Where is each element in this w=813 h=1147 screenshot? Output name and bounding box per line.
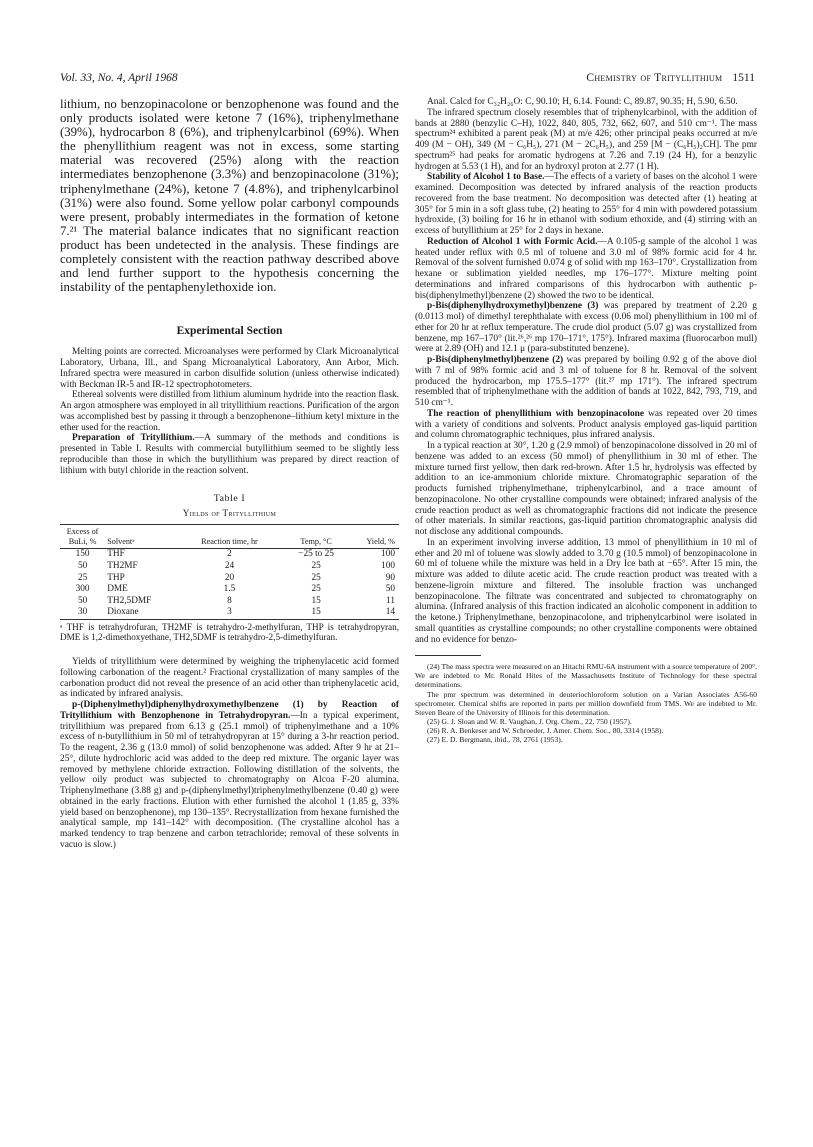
table-cell: THF <box>107 549 125 560</box>
table-cell: 25 <box>77 572 88 583</box>
table-cell: 8 <box>227 595 232 606</box>
table-row <box>60 573 399 585</box>
paragraph-body: —A 0.105-g sample of the alcohol 1 was heated under reflux with 0.5 ml of toluene and 3.0 ml of 98% formic acid for 4 hr. Removal of the solvent furnished 0.074 g of solid with mp 163–170°. Crystallization from hexane or sublimation yielded needles, mp 176–177°. Mixture melting point determinations and infrared comparisons of this hydrocarbon with authentic p-bis(diphenylmethyl)benzene (2) showed the two to be identical. <box>415 236 758 301</box>
table-header-cell: Reaction time, hr <box>188 525 271 549</box>
table-footnote: ᵃ THF is tetrahydrofuran, TH2MF is tetrahydro-2-methylfuran, THP is tetrahydropyran, DME is 1,2-dimethoxyethane, TH2,5DMF is tetrahydro-2,5-dimethylfuran. <box>60 621 399 643</box>
paragraph-typical-reaction: In a typical reaction at 30°, 1.20 g (2.9 mmol) of benzopinacolone dissolved in 20 ml of benzene was added to an excess (50 mmol) of phenyllithium in 30 ml of ether. The mixture turned first yellow, then dark red-brown. After 1.5 hr, hydrolysis was effected by addition to an ice-ammonium chloride mixture. Chromatographic separation of the products furnished triphenylmethane, triphenylcarbinol, and a trace amount of benzopinacolone. No other crystalline compounds were obtained; infrared analysis of the crude reaction product as well as chromatographic fractions did not indicate the presence of other materials. In similar reactions, gas-liquid partition chromatographic analysis did not disclose any additional compounds. <box>415 441 757 537</box>
table-cell: 25 <box>311 560 321 571</box>
table-cell: 2 <box>227 549 232 560</box>
run-in-heading: Reduction of Alcohol 1 with Formic Acid. <box>427 236 598 247</box>
paragraph-diol <box>415 301 757 355</box>
yields-table <box>60 524 399 620</box>
right-column <box>415 97 757 744</box>
paragraph-body: was repeated over 20 times with a variety of conditions and solvents. Product analysis employed gas-liquid partition and column chromatographic techniques, plus infrared analysis. <box>415 408 757 441</box>
paragraph-body: —A summary of the methods and conditions is presented in Table I. Results with commercial butyllithium seemed to be slightly less reproducible than those in which the butyllithium was prepared by direct reaction of lithium with butyl chloride in the reaction solvent. <box>60 433 399 476</box>
table-cell: 50 <box>385 584 395 595</box>
table-cell: THP <box>107 572 125 583</box>
paragraph-body: was prepared by treatment of 2.20 g (0.0113 mol) of dimethyl terephthalate with excess (0.06 mol) phenyllithium in 100 ml of ether for 20 hr at reflux temperature. The crude diol product (5.07 g) was crystallized from benzene, mp 167–170° (lit.²⁶,²⁶ mp 170–171°, 175°). Infrared maxima (fluorocarbon mull) were at 2.89 (OH) and 12.1 μ (para-substituted benzene). <box>415 301 757 355</box>
table-cell: Dioxane <box>105 607 188 619</box>
header-right <box>586 72 755 84</box>
run-in-heading: Stability of Alcohol 1 to Base. <box>427 172 545 183</box>
run-in-heading: p-Bis(diphenylmethyl)benzene (2) <box>427 355 564 365</box>
table-cell: 20 <box>224 572 235 583</box>
table-cell: 50 <box>77 560 88 571</box>
footnote: The pmr spectrum was determined in deuteriochloroform solution on a Varian Associates A56-60 spectrometer. Chemical shifts are reported in parts per million downfield from TMS. We are indebted to Mr. Steven Beare of the University of Illinois for this determination. <box>415 689 757 717</box>
table-header-cell: Excess of BuLi, % <box>60 525 105 549</box>
table-header-row <box>60 525 399 549</box>
running-title: Chemistry of Trityllithium <box>586 72 723 84</box>
table-cell: 15 <box>271 607 361 619</box>
table-row <box>60 596 399 608</box>
section-heading: Experimental Section <box>176 325 283 338</box>
table-caption: Table I <box>213 493 246 505</box>
paragraph-body: —The effects of a variety of bases on the alcohol 1 were examined. Decomposition was detected by infrared analysis of the reaction products recovered from the base treatment. No decomposition was detected after (1) heating at 305° for 5 min in a soft glass tube, (2) heating to 255° for 4 min with powdered potassium hydroxide, (3) boiling for 16 hr in ethanol with sodium ethoxide, and (4) stirring with an excess of butyllithium at 25° for 2 days in hexane. <box>415 172 757 236</box>
table-cell: DME <box>107 584 128 595</box>
table-cell: 15 <box>311 595 321 606</box>
footnote: (25) G. J. Sloan and W. R. Vaughan, J. Org. Chem., 22, 750 (1957). <box>427 716 632 726</box>
table-row <box>60 561 399 573</box>
paragraph-alcohol-1 <box>60 700 399 851</box>
table-cell: 300 <box>75 584 90 595</box>
paragraph-yields: Yields of trityllithium were determined by weighing the triphenylacetic acid formed following carbonation of the reagent.² Fractional crystallization of many samples of the carbonation product did not reveal the presence of an acid other than triphenylacetic acid, as indicated by infrared analysis. <box>60 657 399 700</box>
paragraph-inverse-addition: In an experiment involving inverse addition, 13 mmol of phenyllithium in 10 ml of ether and 20 ml of toluene was slowly added to 3.70 g (10.5 mmol) of benzopinacolone in 60 ml of toluene while the mixture was held in a Dry Ice bath at −65°. After 15 min, the mixture was added to dilute acetic acid. The crude reaction product was treated with a benzene-ligroin mixture and filtered. The insoluble fraction was unchanged benzopinacolone. The filtrate was concentrated and subjected to chromatography on alumina. (Infrared analysis of this fraction indicated an alcoholic component in addition to the ketone.) Triphenylmethane, benzopinacolone, and triphenylcarbinol were isolated in small quantities as crystalline compounds; no other crystalline components were obtained and no evidence for benzo- <box>415 537 757 645</box>
table-title: Yields of Trityllithium <box>182 508 277 519</box>
running-header <box>60 72 755 88</box>
footnote: (26) R. A. Benkeser and W. Schroeder, J. Amer. Chem. Soc., 80, 3314 (1958). <box>427 725 664 735</box>
footnote: (24) The mass spectra were measured on an Hitachi RMU-6A instrument with a source temperature of 200°. We are indebted to Mr. Ronald Hites of the Massachusetts Institute of Technology for these spectral determinations. <box>415 662 757 690</box>
table-row <box>60 549 399 561</box>
table-cell: 25 <box>311 572 321 583</box>
journal-citation: Vol. 33, No. 4, April 1968 <box>60 72 178 84</box>
paragraph-melting-points: Melting points are corrected. Microanalyses were performed by Clark Microanalytical Laboratory, Urbana, Ill., and Spang Microanalytical Laboratory, Ann Arbor, Mich. Infrared spectra were measured in carbon disulfide solution (unless otherwise indicated) with Beckman IR-5 and IR-12 spectrophotometers. <box>60 347 399 390</box>
footnotes <box>415 662 757 744</box>
run-in-heading: The reaction of phenyllithium with benzopinacolone <box>427 408 645 419</box>
table-cell: 150 <box>75 549 90 560</box>
table-cell: 50 <box>77 595 88 606</box>
intro-paragraph: lithium, no benzopinacolone or benzophenone was found and the only products isolated were ketone 7 (16%), triphenylmethane (39%), hydrocarbon 8 (6%), and triphenylcarbinol (69%). When the phenyllithium reagent was not in excess, some starting material was recovered (25%) along with the reaction intermediates benzophenone (3.3%) and benzopinacolone (31%); triphenylmethane (24%), ketone 7 (4.8%), and triphenylcarbinol (31%) were also found. Some yellow polar carbonyl compounds were present, probably intermediates in the formation of ketone 7.²¹ The material balance indicates that no significant reaction product has been undetected in the analysis. These findings are completely consistent with the reaction pathway described above and lend further support to the hypothesis concerning the instability of the pentaphenylethoxide ion. <box>60 97 399 295</box>
table-cell: 30 <box>60 607 105 619</box>
table-cell: 100 <box>381 549 395 560</box>
table-cell: 14 <box>361 607 399 619</box>
paragraph-hydrocarbon <box>415 355 757 409</box>
table-header-cell: Solventᵃ <box>105 525 188 549</box>
paragraph-phenyllithium-reaction <box>415 409 757 441</box>
footnote-divider <box>415 655 481 656</box>
table-cell: 24 <box>224 560 235 571</box>
table-cell: TH2MF <box>107 560 138 571</box>
paragraph-solvents: Ethereal solvents were distilled from lithium aluminum hydride into the reaction flask. An argon atmosphere was employed in all trityllithium reactions. Purification of the argon was accomplished best by passing it through a benzophenone–lithium ketyl mixture in the ether used for the reaction. <box>60 390 399 433</box>
table-header-cell: Yield, % <box>361 525 399 549</box>
table-1 <box>60 493 399 643</box>
table-row <box>60 584 399 596</box>
table-cell: 3 <box>188 607 271 619</box>
table-cell: −25 to 25 <box>298 549 334 560</box>
table-cell: 25 <box>311 584 321 595</box>
paragraph-infrared: The infrared spectrum closely resembles that of triphenylcarbinol, with the addition of bands at 2880 (benzylic C–H), 1022, 840, 805, 732, 662, 607, and 510 cm⁻¹. The mass spectrum²⁴ exhibited a parent peak (M) at m/e 426; other principal peaks occurred at m/e 409 (M − OH), 349 (M − C₆H₅), 271 (M − 2C₆H₅), and 259 [M − (C₆H₅)₂CH]. The pmr spectrum²⁵ had peaks for aromatic hydrogens at 7.26 and 7.19 (24 H), for a benzylic hydrogen at 5.53 (1 H), and for an hydroxyl proton at 2.77 (1 H). <box>415 107 757 172</box>
paragraph-reduction <box>415 237 757 302</box>
table-cell: 11 <box>386 595 395 606</box>
page-number: 1511 <box>732 72 755 84</box>
table-header-cell: Temp, °C <box>271 525 361 549</box>
paragraph-preparation <box>60 433 399 476</box>
paragraph-analysis: Anal. Calcd for C₃₂H₂₆O: C, 90.10; H, 6.14. Found: C, 89.87, 90.35; H, 5.90, 6.50. <box>427 97 738 107</box>
table-cell: 1.5 <box>223 584 236 595</box>
footnote: (27) E. D. Bergmann, ibid., 78, 2761 (1953). <box>427 735 563 744</box>
table-cell: TH2,5DMF <box>107 595 152 606</box>
table-row <box>60 607 399 619</box>
paragraph-stability <box>415 172 757 237</box>
left-column <box>60 97 399 851</box>
run-in-heading: p-Bis(diphenylhydroxymethyl)benzene (3) <box>427 301 599 312</box>
table-cell: 100 <box>381 560 395 571</box>
run-in-heading: Preparation of Trityllithium. <box>72 433 195 444</box>
paragraph-body: —In a typical experiment, trityllithium was prepared from 6.13 g (25.1 mmol) of triphenylmethane and a 10% excess of n-butyllithium in 50 ml of tetrahydropyran at 15° during a 3-hr reaction period. To the reagent, 2.36 g (13.0 mmol) of solid benzophenone was added. After 9 hr at 21–25°, dilute hydrochloric acid was added to the deep red mixture. The organic layer was removed by methylene chloride extraction. Following distillation of the solvents, the yellow oily product was subjected to chromatography on Alcoa F-20 alumina. Triphenylmethane (3.88 g) and p-(diphenylmethyl)triphenylmethylbenzene (0.40 g) were obtained in the early fractions. Elution with ether furnished the alcohol 1 (1.85 g, 33% yield based on benzophenone), mp 130–135°. Recrystallization from hexane furnished the analytical sample, mp 141–142° with decomposition. (The crystalline alcohol has a marked tendency to trap benzene and carbon tetrachloride; removal of these solvents in vacuo is slow.) <box>60 710 399 850</box>
table-cell: 90 <box>385 572 395 583</box>
paragraph-body: was prepared by boiling 0.92 g of the above diol with 7 ml of 98% formic acid and 3 ml of toluene for 8 hr. Removal of the solvent produced the hydrocarbon, mp 175.5–177° (lit.²⁷ mp 171°). The infrared spectrum resembled that of triphenylmethane with the addition of bands at 1022, 842, 793, 719, and 510 cm⁻¹. <box>415 355 757 408</box>
run-in-heading: p-(Diphenylmethyl)diphenylhydroxymethylbenzene (1) by Reaction of Trityllithium with Benzophenone in Tetrahydropyran. <box>60 700 399 721</box>
